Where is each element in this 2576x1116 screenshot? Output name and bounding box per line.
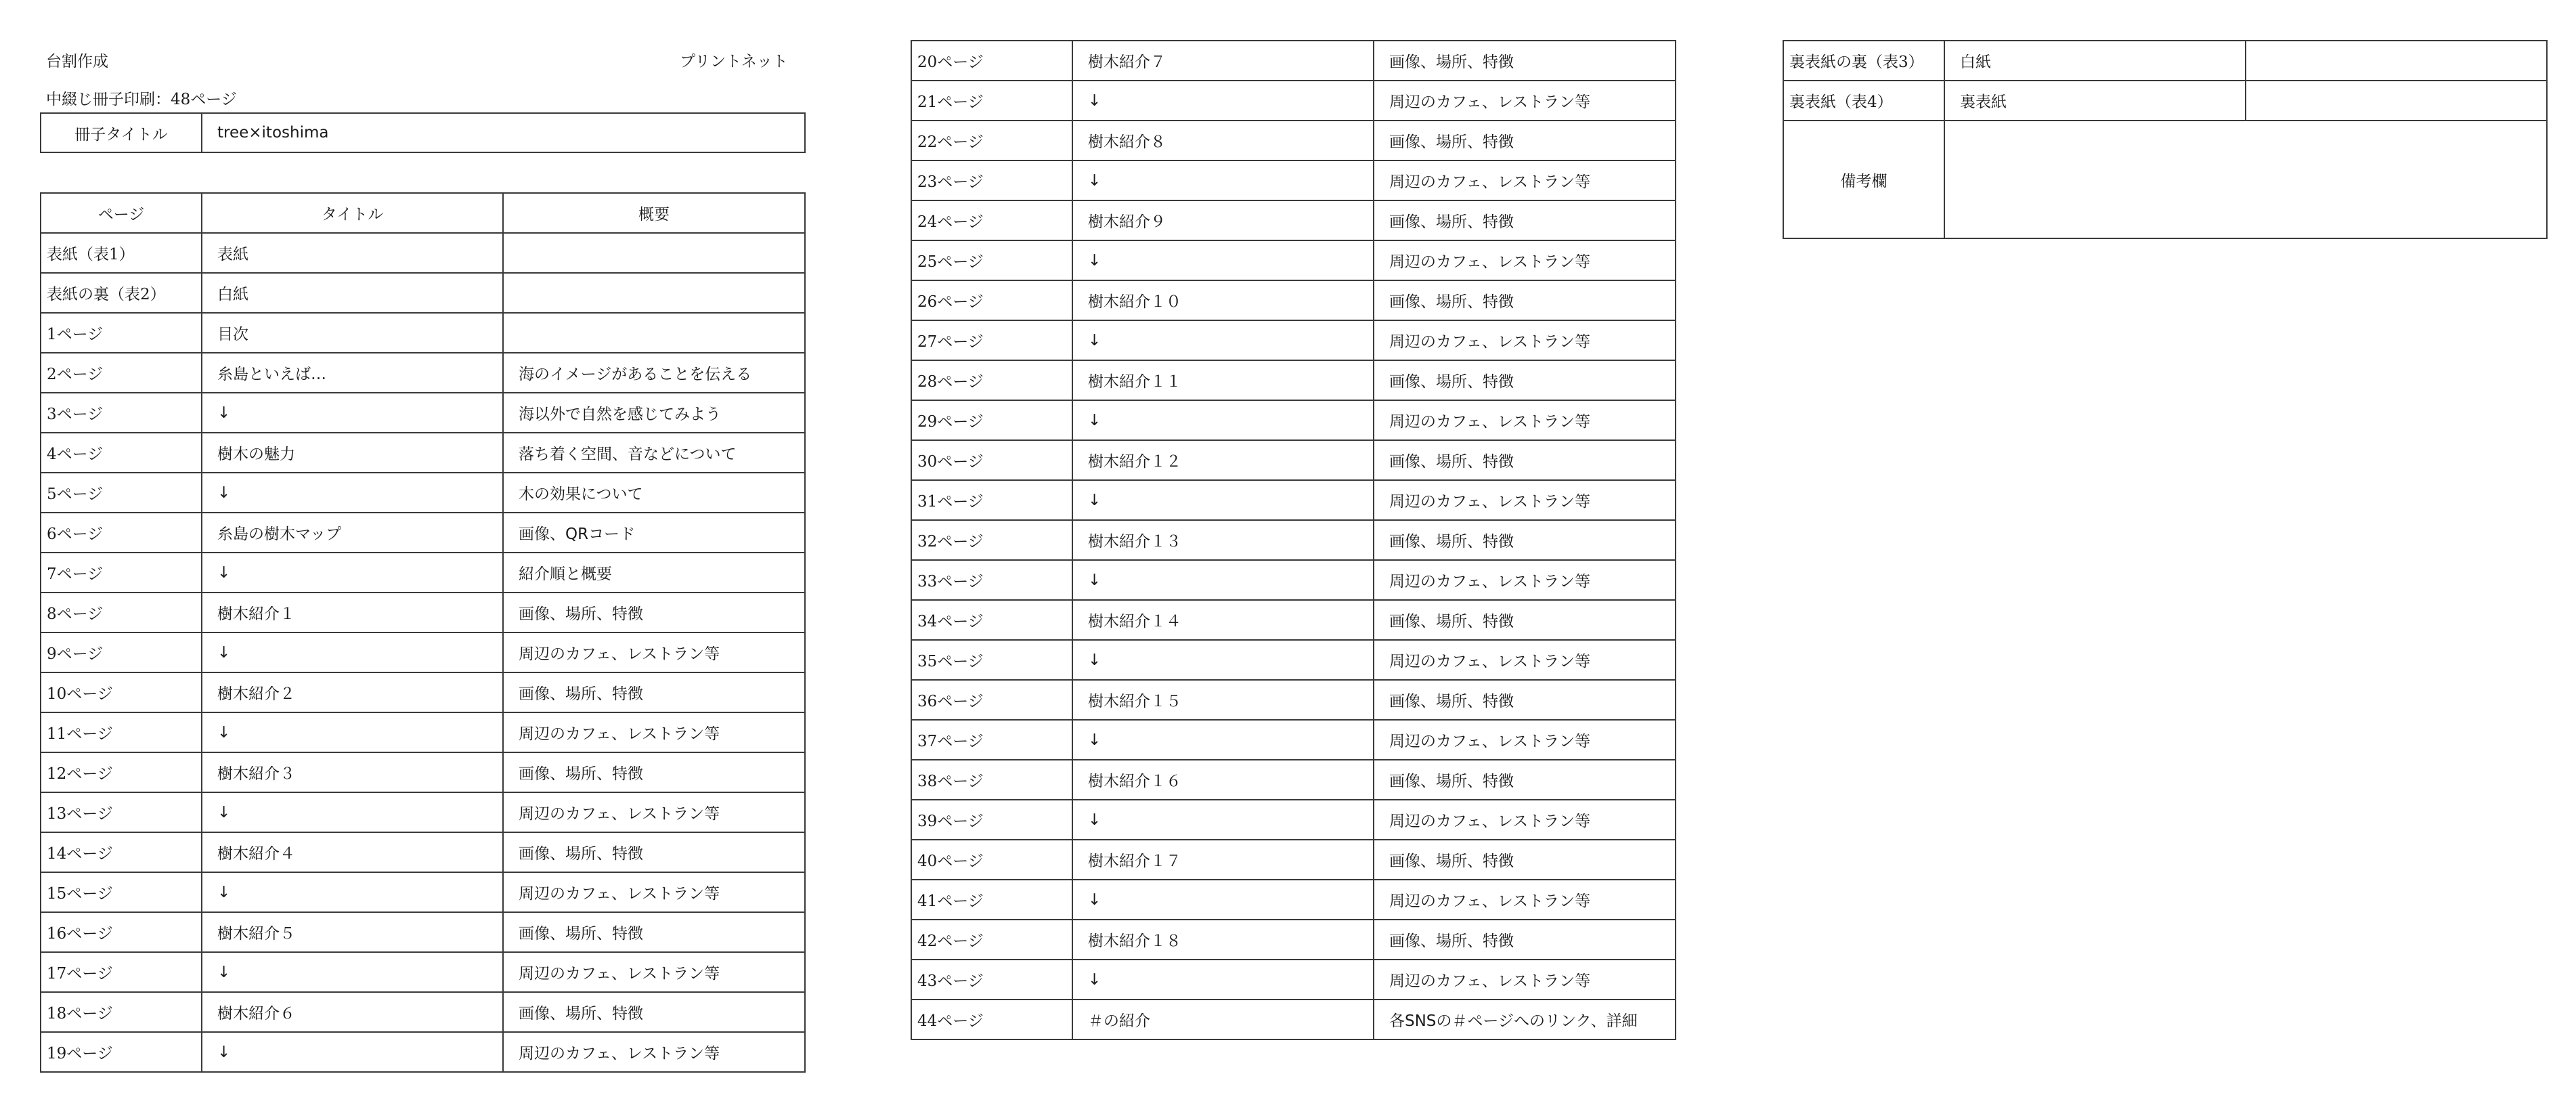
page-plan-table-2 xyxy=(911,40,1676,1040)
cell-title: 樹木紹介１０ xyxy=(1072,280,1374,320)
cell-summary: 画像、場所、特徴 xyxy=(503,912,805,952)
table-row xyxy=(41,952,805,992)
table-row xyxy=(911,360,1676,400)
cell-page: 31ページ xyxy=(911,480,1072,520)
cell-page: 15ページ xyxy=(41,872,202,912)
cell-title: 樹木紹介８ xyxy=(1072,121,1374,160)
table-row xyxy=(41,712,805,752)
cell-page: 35ページ xyxy=(911,640,1072,680)
table-row xyxy=(911,440,1676,480)
company-name: プリントネット xyxy=(680,53,788,70)
cell-summary: 画像、場所、特徴 xyxy=(503,752,805,792)
cell-page: 12ページ xyxy=(41,752,202,792)
table-row xyxy=(41,912,805,952)
cell-title: ↓ xyxy=(202,473,503,513)
cell-page: 4ページ xyxy=(41,433,202,473)
cell-page: 表紙の裏（表2） xyxy=(41,273,202,313)
table-row xyxy=(41,992,805,1032)
cell-summary xyxy=(503,233,805,273)
booklet-title-row xyxy=(41,113,805,152)
cell-summary xyxy=(503,273,805,313)
table-row xyxy=(911,320,1676,360)
cell-page: 1ページ xyxy=(41,313,202,353)
table-row xyxy=(911,560,1676,600)
cell-summary: 周辺のカフェ、レストラン等 xyxy=(503,632,805,672)
cell-title: ↓ xyxy=(202,952,503,992)
cell-page: 22ページ xyxy=(911,121,1072,160)
cell-title: 樹木紹介１７ xyxy=(1072,840,1374,880)
cell-title: ↓ xyxy=(202,632,503,672)
cell-summary: 落ち着く空間、音などについて xyxy=(503,433,805,473)
cell-title: ↓ xyxy=(1072,800,1374,840)
table-row xyxy=(41,672,805,712)
cell-summary: 周辺のカフェ、レストラン等 xyxy=(1374,960,1676,1000)
cell-page: 28ページ xyxy=(911,360,1072,400)
cell-page: 23ページ xyxy=(911,160,1072,200)
cell-title: 樹木紹介１ xyxy=(202,593,503,632)
table-row xyxy=(911,960,1676,1000)
cell-page: 43ページ xyxy=(911,960,1072,1000)
table-row xyxy=(41,513,805,553)
cell-summary: 周辺のカフェ、レストラン等 xyxy=(1374,800,1676,840)
table-row xyxy=(911,400,1676,440)
cell-title: ↓ xyxy=(1072,880,1374,920)
cell-summary: 画像、場所、特徴 xyxy=(1374,840,1676,880)
cell-page: 7ページ xyxy=(41,553,202,593)
cell-page: 29ページ xyxy=(911,400,1072,440)
cell-title: 樹木紹介１２ xyxy=(1072,440,1374,480)
cell-page: 19ページ xyxy=(41,1032,202,1072)
cell-summary: 画像、場所、特徴 xyxy=(1374,680,1676,720)
table-row xyxy=(911,160,1676,200)
cell-summary: 周辺のカフェ、レストラン等 xyxy=(503,792,805,832)
column-header-title: タイトル xyxy=(202,193,503,233)
cell-summary: 周辺のカフェ、レストラン等 xyxy=(1374,320,1676,360)
table-row xyxy=(41,473,805,513)
cell-summary: 画像、QRコード xyxy=(503,513,805,553)
cell-title: 樹木紹介１８ xyxy=(1072,920,1374,960)
cell-title: ↓ xyxy=(1072,160,1374,200)
cell-summary: 周辺のカフェ、レストラン等 xyxy=(1374,640,1676,680)
cell-summary: 周辺のカフェ、レストラン等 xyxy=(1374,160,1676,200)
cell-page: 5ページ xyxy=(41,473,202,513)
table-row xyxy=(41,233,805,273)
cell-page: 36ページ xyxy=(911,680,1072,720)
cell-title: 樹木の魅力 xyxy=(202,433,503,473)
table-row xyxy=(911,480,1676,520)
cell-page: 10ページ xyxy=(41,672,202,712)
table-row xyxy=(911,1000,1676,1039)
cell-title: 目次 xyxy=(202,313,503,353)
table-row xyxy=(911,720,1676,760)
cell-title: ↓ xyxy=(1072,560,1374,600)
cell-title: 裏表紙 xyxy=(1944,81,2246,121)
cell-summary: 画像、場所、特徴 xyxy=(503,832,805,872)
table-row xyxy=(41,632,805,672)
table-row xyxy=(911,640,1676,680)
cell-title: 白紙 xyxy=(202,273,503,313)
cell-title: ↓ xyxy=(1072,640,1374,680)
cell-page: 44ページ xyxy=(911,1000,1072,1039)
cell-summary: 画像、場所、特徴 xyxy=(503,593,805,632)
cell-page: 30ページ xyxy=(911,440,1072,480)
table-row xyxy=(911,121,1676,160)
back-cover-table xyxy=(1783,40,2548,239)
cell-title: ↓ xyxy=(1072,240,1374,280)
cell-summary xyxy=(2246,81,2547,121)
cell-summary: 紹介順と概要 xyxy=(503,553,805,593)
cell-title: ↓ xyxy=(1072,480,1374,520)
cell-title: 樹木紹介７ xyxy=(1072,41,1374,81)
cell-summary: 周辺のカフェ、レストラン等 xyxy=(1374,81,1676,121)
table-row xyxy=(911,800,1676,840)
cell-summary: 画像、場所、特徴 xyxy=(1374,600,1676,640)
cell-summary: 画像、場所、特徴 xyxy=(1374,280,1676,320)
document-title: 台割作成 xyxy=(46,53,108,70)
cell-page: 26ページ xyxy=(911,280,1072,320)
column-header-page: ページ xyxy=(41,193,202,233)
cell-title: 表紙 xyxy=(202,233,503,273)
cell-summary: 周辺のカフェ、レストラン等 xyxy=(503,1032,805,1072)
page-plan-table-1 xyxy=(40,192,806,1073)
cell-page: 2ページ xyxy=(41,353,202,393)
cell-page: 27ページ xyxy=(911,320,1072,360)
cell-title: 樹木紹介９ xyxy=(1072,200,1374,240)
cell-summary: 海のイメージがあることを伝える xyxy=(503,353,805,393)
cell-summary: 画像、場所、特徴 xyxy=(1374,920,1676,960)
table-row xyxy=(911,680,1676,720)
cell-summary: 周辺のカフェ、レストラン等 xyxy=(503,952,805,992)
cell-summary: 画像、場所、特徴 xyxy=(503,672,805,712)
cell-page: 33ページ xyxy=(911,560,1072,600)
cell-title: 樹木紹介２ xyxy=(202,672,503,712)
booklet-title-value: tree×itoshima xyxy=(202,113,805,152)
cell-summary: 画像、場所、特徴 xyxy=(1374,520,1676,560)
cell-page: 18ページ xyxy=(41,992,202,1032)
cell-summary: 海以外で自然を感じてみよう xyxy=(503,393,805,433)
memo-value xyxy=(1944,121,2547,238)
cell-page: 16ページ xyxy=(41,912,202,952)
cell-page: 9ページ xyxy=(41,632,202,672)
cell-title: ↓ xyxy=(1072,400,1374,440)
table-row xyxy=(911,760,1676,800)
cell-title: 樹木紹介６ xyxy=(202,992,503,1032)
table-row xyxy=(1783,81,2547,121)
table-row xyxy=(911,41,1676,81)
table-row xyxy=(911,600,1676,640)
cell-title: 樹木紹介１３ xyxy=(1072,520,1374,560)
cell-summary: 画像、場所、特徴 xyxy=(1374,360,1676,400)
table-row xyxy=(41,393,805,433)
table-row xyxy=(911,880,1676,920)
table-row xyxy=(41,313,805,353)
cell-page: 14ページ xyxy=(41,832,202,872)
table-row xyxy=(41,832,805,872)
cell-summary xyxy=(2246,41,2547,81)
cell-title: ↓ xyxy=(202,792,503,832)
cell-title: ↓ xyxy=(202,1032,503,1072)
cell-title: 樹木紹介３ xyxy=(202,752,503,792)
cell-summary: 周辺のカフェ、レストラン等 xyxy=(503,712,805,752)
table-row xyxy=(41,872,805,912)
cell-page: 裏表紙（表4） xyxy=(1783,81,1944,121)
table-row xyxy=(911,81,1676,121)
table-row xyxy=(911,520,1676,560)
cell-page: 17ページ xyxy=(41,952,202,992)
table-row xyxy=(911,920,1676,960)
cell-title: ↓ xyxy=(1072,81,1374,121)
cell-title: 樹木紹介４ xyxy=(202,832,503,872)
table-row xyxy=(911,280,1676,320)
cell-page: 34ページ xyxy=(911,600,1072,640)
cell-page: 20ページ xyxy=(911,41,1072,81)
cell-page: 38ページ xyxy=(911,760,1072,800)
cell-page: 8ページ xyxy=(41,593,202,632)
cell-page: 24ページ xyxy=(911,200,1072,240)
cell-title: ↓ xyxy=(202,872,503,912)
table-row xyxy=(911,200,1676,240)
cell-title: ＃の紹介 xyxy=(1072,1000,1374,1039)
cell-summary: 周辺のカフェ、レストラン等 xyxy=(1374,560,1676,600)
cell-title: ↓ xyxy=(202,712,503,752)
cell-page: 41ページ xyxy=(911,880,1072,920)
cell-summary: 画像、場所、特徴 xyxy=(1374,760,1676,800)
cell-page: 32ページ xyxy=(911,520,1072,560)
cell-summary: 周辺のカフェ、レストラン等 xyxy=(503,872,805,912)
table-row xyxy=(911,240,1676,280)
table-row xyxy=(41,792,805,832)
cell-page: 6ページ xyxy=(41,513,202,553)
table-row xyxy=(41,433,805,473)
cell-page: 13ページ xyxy=(41,792,202,832)
binding-info: 中綴じ冊子印刷：48ページ xyxy=(46,91,237,108)
cell-summary: 画像、場所、特徴 xyxy=(503,992,805,1032)
cell-title: ↓ xyxy=(1072,720,1374,760)
cell-title: 樹木紹介５ xyxy=(202,912,503,952)
cell-summary: 周辺のカフェ、レストラン等 xyxy=(1374,400,1676,440)
table-row xyxy=(1783,41,2547,81)
cell-title: ↓ xyxy=(202,393,503,433)
table-row xyxy=(41,593,805,632)
cell-title: ↓ xyxy=(1072,320,1374,360)
cell-title: 白紙 xyxy=(1944,41,2246,81)
cell-summary: 画像、場所、特徴 xyxy=(1374,440,1676,480)
cell-title: 樹木紹介１４ xyxy=(1072,600,1374,640)
booklet-title-label: 冊子タイトル xyxy=(41,113,202,152)
cell-title: 糸島といえば… xyxy=(202,353,503,393)
column-header-summary: 概要 xyxy=(503,193,805,233)
booklet-title-table xyxy=(40,112,806,153)
cell-page: 21ページ xyxy=(911,81,1072,121)
cell-title: 糸島の樹木マップ xyxy=(202,513,503,553)
memo-row xyxy=(1783,121,2547,238)
cell-summary: 画像、場所、特徴 xyxy=(1374,121,1676,160)
table-row xyxy=(41,273,805,313)
cell-page: 表紙（表1） xyxy=(41,233,202,273)
cell-summary: 画像、場所、特徴 xyxy=(1374,41,1676,81)
cell-summary: 周辺のカフェ、レストラン等 xyxy=(1374,720,1676,760)
cell-title: ↓ xyxy=(202,553,503,593)
cell-page: 39ページ xyxy=(911,800,1072,840)
cell-page: 3ページ xyxy=(41,393,202,433)
cell-page: 37ページ xyxy=(911,720,1072,760)
cell-page: 25ページ xyxy=(911,240,1072,280)
table-row xyxy=(41,752,805,792)
cell-summary: 各SNSの＃ページへのリンク、詳細 xyxy=(1374,1000,1676,1039)
table-row xyxy=(41,1032,805,1072)
cell-page: 42ページ xyxy=(911,920,1072,960)
cell-summary: 周辺のカフェ、レストラン等 xyxy=(1374,880,1676,920)
cell-summary: 画像、場所、特徴 xyxy=(1374,200,1676,240)
cell-summary: 周辺のカフェ、レストラン等 xyxy=(1374,240,1676,280)
cell-page: 40ページ xyxy=(911,840,1072,880)
cell-page: 裏表紙の裏（表3） xyxy=(1783,41,1944,81)
table-header-row xyxy=(41,193,805,233)
cell-title: 樹木紹介１１ xyxy=(1072,360,1374,400)
cell-summary xyxy=(503,313,805,353)
table-row xyxy=(41,553,805,593)
cell-summary: 周辺のカフェ、レストラン等 xyxy=(1374,480,1676,520)
memo-label: 備考欄 xyxy=(1783,121,1944,238)
cell-page: 11ページ xyxy=(41,712,202,752)
cell-title: 樹木紹介１５ xyxy=(1072,680,1374,720)
cell-title: ↓ xyxy=(1072,960,1374,1000)
cell-summary: 木の効果について xyxy=(503,473,805,513)
table-row xyxy=(911,840,1676,880)
cell-title: 樹木紹介１６ xyxy=(1072,760,1374,800)
table-row xyxy=(41,353,805,393)
